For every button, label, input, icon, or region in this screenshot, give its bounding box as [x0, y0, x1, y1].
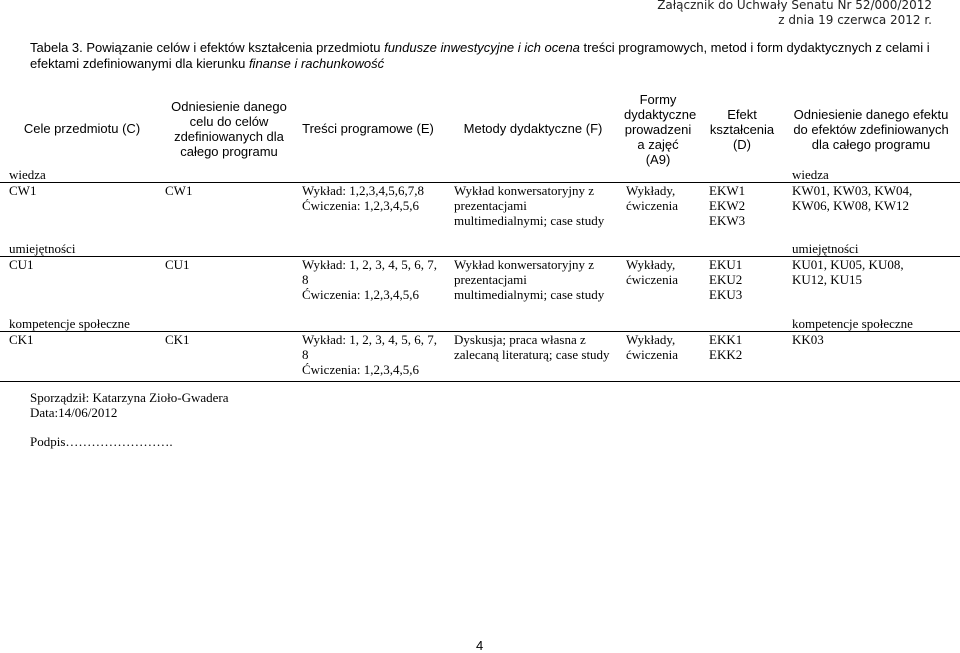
- effect-reference-cell: KK03: [792, 332, 824, 347]
- content-lecture: Wykład: 1, 2, 3, 4, 5, 6, 7, 8: [302, 332, 437, 362]
- content-cell: [302, 332, 442, 377]
- title-subject: fundusze inwestycyjne i ich ocena: [384, 40, 580, 55]
- effect-reference-cell: KU01, KU05, KU08, KU12, KU15: [792, 257, 904, 287]
- forms-cell: Wykłady, ćwiczenia: [626, 183, 678, 213]
- effect-code: EKU1: [709, 257, 743, 272]
- section-label-knowledge: wiedza: [9, 167, 46, 182]
- effect-code: EKW1: [709, 183, 746, 198]
- content-exercises: Ćwiczenia: 1,2,3,4,5,6: [302, 198, 419, 213]
- title-prefix: Tabela 3. Powiązanie celów i efektów kształcenia przedmiotu: [30, 40, 385, 55]
- table-title: [30, 40, 930, 72]
- title-major: finanse i rachunkowość: [248, 56, 385, 71]
- effect-reference-cell: KW01, KW03, KW04, KW06, KW08, KW12: [792, 183, 913, 213]
- effect-code: EKK1: [709, 332, 743, 347]
- signature-line: Podpis…………………….: [30, 434, 173, 449]
- content-cell: [302, 183, 442, 213]
- methods-cell: Dyskusja; praca własna z zalecaną literaturą; case study: [454, 332, 610, 362]
- section-label-social-competences-right: kompetencje społeczne: [792, 316, 913, 331]
- prepared-by: Sporządził: Katarzyna Zioło-Gwadera: [30, 390, 229, 405]
- page-number: 4: [476, 638, 484, 653]
- goal-code: CU1: [9, 257, 34, 272]
- methods-cell: Wykład konwersatoryjny z prezentacjami multimedialnymi; case study: [454, 257, 605, 302]
- effects-cell: [709, 257, 742, 302]
- goal-reference: CU1: [165, 257, 190, 272]
- column-header-goals: Cele przedmiotu (C): [23, 121, 141, 136]
- content-exercises: Ćwiczenia: 1,2,3,4,5,6: [302, 362, 419, 377]
- content-exercises: Ćwiczenia: 1,2,3,4,5,6: [302, 287, 419, 302]
- content-lecture: Wykład: 1,2,3,4,5,6,7,8: [302, 183, 424, 198]
- effect-code: EKW2: [709, 198, 746, 213]
- section-label-skills-right: umiejętności: [792, 241, 859, 256]
- methods-cell: Wykład konwersatoryjny z prezentacjami multimedialnymi; case study: [454, 183, 605, 228]
- header-line-2: z dnia 19 czerwca 2012 r.: [778, 13, 932, 27]
- effect-code: EKW3: [709, 213, 746, 228]
- header-line-1: Załącznik do Uchwały Senatu Nr 52/000/2012: [657, 0, 932, 12]
- column-header-effects: Efekt kształcenia (D): [709, 107, 775, 152]
- goal-reference: CK1: [165, 332, 190, 347]
- section-label-knowledge-right: wiedza: [792, 167, 829, 182]
- effect-code: EKU2: [709, 272, 743, 287]
- effects-cell: [709, 332, 742, 362]
- column-header-methods: Metody dydaktyczne (F): [463, 121, 603, 136]
- column-header-effect-reference: Odniesienie danego efektu do efektów zdefiniowanych dla całego programu: [793, 107, 949, 152]
- effect-code: EKK2: [709, 347, 743, 362]
- goal-code: CK1: [9, 332, 34, 347]
- column-header-content: Treści programowe (E): [302, 121, 434, 136]
- title-middle: treści programowych, metod i form dydaktycznych z celami i efektami zdefiniowanymi dla kierunku: [30, 40, 930, 71]
- prepared-date: Data:14/06/2012: [30, 405, 118, 420]
- content-cell: [302, 257, 442, 302]
- forms-cell: Wykłady, ćwiczenia: [626, 257, 678, 287]
- effects-cell: [709, 183, 745, 228]
- table-bottom-rule: [0, 381, 960, 382]
- goal-code: CW1: [9, 183, 37, 198]
- section-label-social-competences: kompetencje społeczne: [9, 316, 130, 331]
- forms-cell: Wykłady, ćwiczenia: [626, 332, 678, 362]
- goal-reference: CW1: [165, 183, 193, 198]
- effect-code: EKU3: [709, 287, 743, 302]
- column-header-goal-reference: Odniesienie danego celu do celów zdefiniowanych dla całego programu: [171, 99, 287, 159]
- content-lecture: Wykład: 1, 2, 3, 4, 5, 6, 7, 8: [302, 257, 437, 287]
- document-header: [657, 0, 932, 28]
- section-label-skills: umiejętności: [9, 241, 76, 256]
- column-header-forms: Formy dydaktyczne prowadzeni a zajęć (A9): [624, 92, 697, 167]
